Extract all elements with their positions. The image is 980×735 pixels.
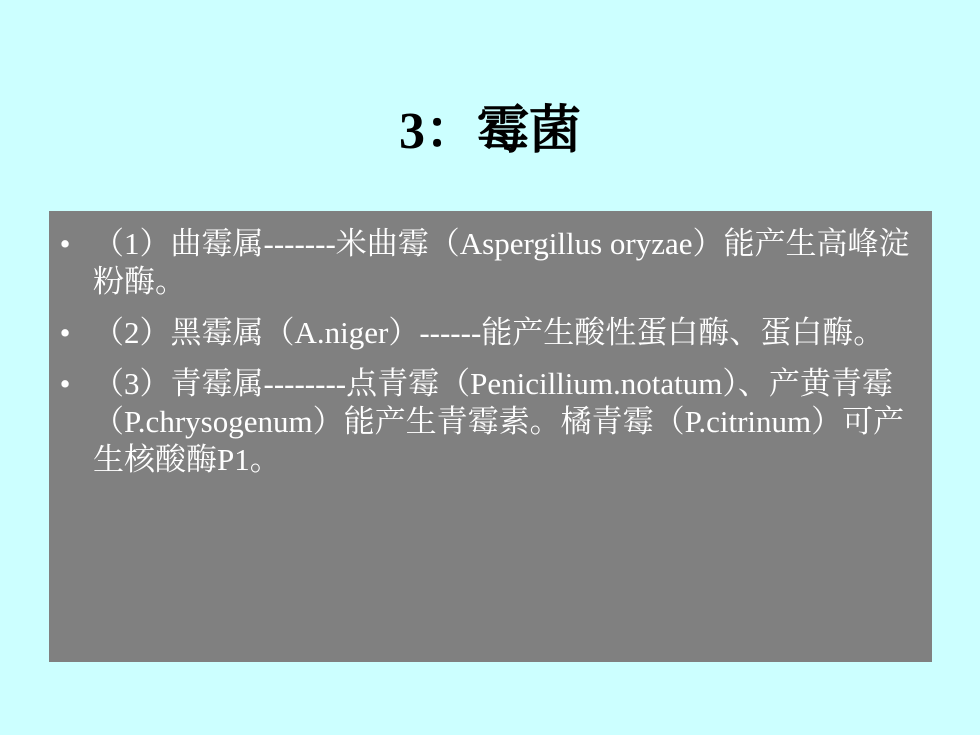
bullet-item-1 <box>49 225 932 301</box>
content-box <box>49 211 932 662</box>
bullet-text-3: （3）青霉属--------点青霉（Penicillium.notatum）、产黄青霉（P.chrysogenum）能产生青霉素。橘青霉（P.citrinum）可产生核酸酶P1。 <box>93 366 905 477</box>
bullet-item-3 <box>49 365 932 479</box>
bullet-text-2: （2）黑霉属（A.niger）------能产生酸性蛋白酶、蛋白酶。 <box>93 315 885 350</box>
bullet-text-1: （1）曲霉属-------米曲霉（Aspergillus oryzae）能产生高峰淀粉酶。 <box>93 226 910 299</box>
bullet-dot-icon: • <box>59 366 71 401</box>
bullet-dot-icon: • <box>59 315 71 350</box>
bullet-dot-icon: • <box>59 226 71 261</box>
bullet-item-2 <box>49 314 932 352</box>
slide-title: 3：霉菌 <box>398 103 581 160</box>
bullet-list <box>49 225 932 479</box>
